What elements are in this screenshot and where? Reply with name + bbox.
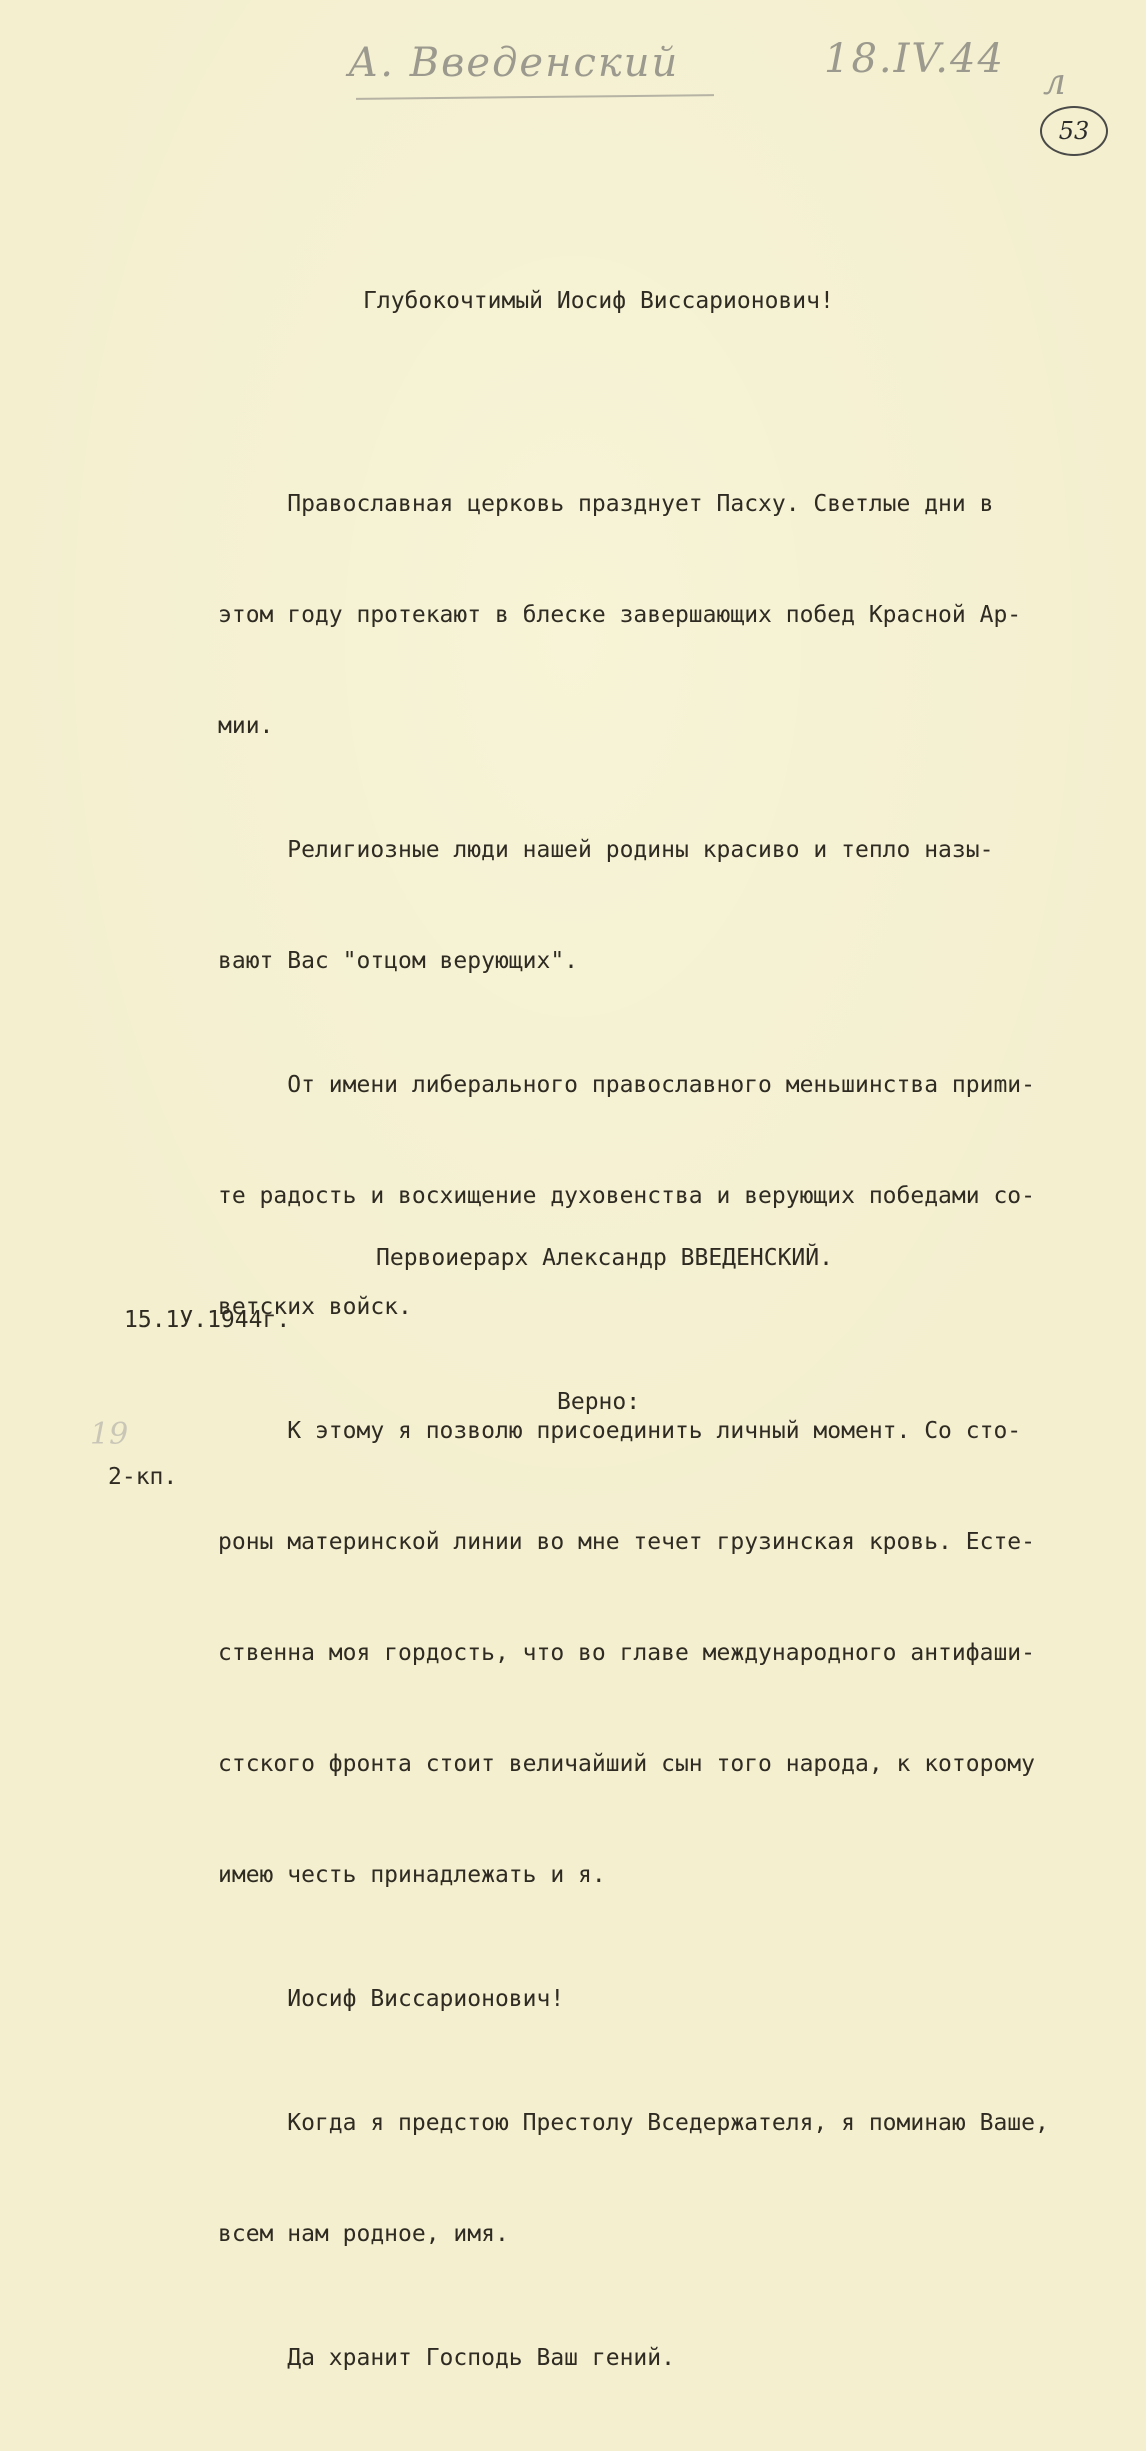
letter-body <box>218 412 1049 2451</box>
handwritten-underline <box>356 94 714 100</box>
body-line: вают Вас "отцом верующих". <box>218 948 579 974</box>
handwritten-name: А. Введенский <box>348 40 680 86</box>
body-line: Православная церковь празднует Пасху. Светлые дни в <box>218 491 994 517</box>
signature: Первоиерарх Александр ВВЕДЕНСКИЙ. <box>376 1245 833 1271</box>
body-line: этом году протекают в блеске завершающих побед Красной Ар- <box>218 602 1022 628</box>
body-line: мии. <box>218 713 274 739</box>
body-line: роны материнской линии во мне течет грузинская кровь. Есте- <box>218 1529 1035 1555</box>
body-line: те радость и восхищение духовенства и верующих победами со- <box>218 1183 1035 1209</box>
body-line: От имени либерального православного меньшинства приmи- <box>218 1072 1035 1098</box>
body-line: Да хранит Господь Ваш гений. <box>218 2345 675 2371</box>
handwritten-mark: л <box>1043 62 1068 103</box>
body-line: ветских войск. <box>218 1294 412 1320</box>
body-line: имею честь принадлежать и я. <box>218 1862 606 1888</box>
folio-number-circle <box>1040 106 1108 156</box>
copies-note: 2-кп. <box>108 1464 178 1490</box>
body-line: стского фронта стоит величайший сын того народа, к которому <box>218 1751 1035 1777</box>
body-line: К этому я позволю присоединить личный момент. Со сто- <box>218 1418 1022 1444</box>
folio-number: 53 <box>1058 117 1090 145</box>
letter-date: 15.1У.1944г. <box>124 1307 291 1333</box>
body-line: Религиозные люди нашей родины красиво и тепло назы- <box>218 837 994 863</box>
body-line: Иосиф Виссарионович! <box>218 1986 565 2012</box>
body-line: всем нам родное, имя. <box>218 2221 509 2247</box>
salutation: Глубокочтимый Иосиф Виссарионович! <box>363 288 834 314</box>
faint-margin-mark: 19 <box>90 1417 129 1452</box>
handwritten-date: 18.IV.44 <box>824 36 1005 82</box>
body-line: Когда я предстою Престолу Вседержателя, я поминаю Ваше, <box>218 2110 1049 2136</box>
body-line: ственна моя гордость, что во главе международного антифаши- <box>218 1640 1035 1666</box>
verified-mark: Верно: <box>557 1389 641 1415</box>
